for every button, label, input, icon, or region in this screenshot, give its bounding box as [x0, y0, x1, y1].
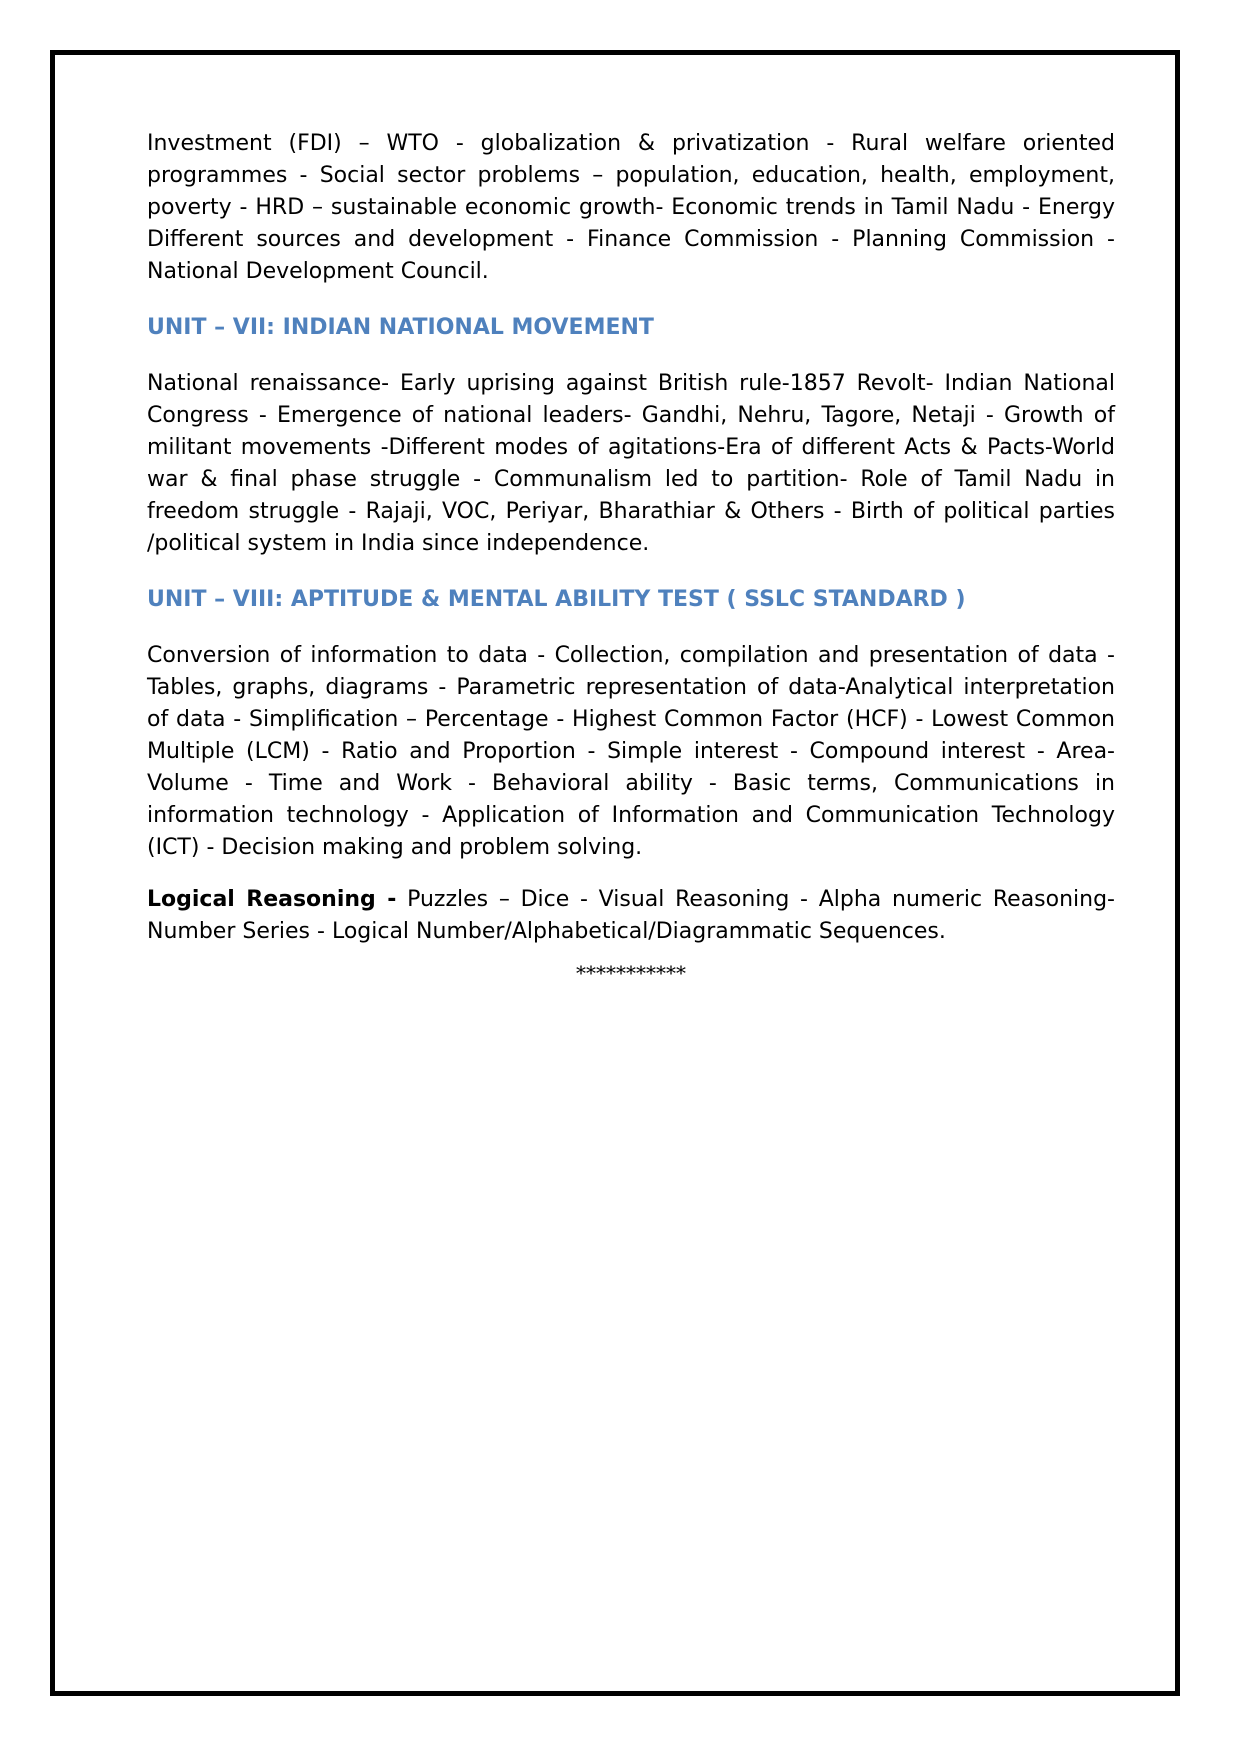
unit-7-heading: UNIT – VII: INDIAN NATIONAL MOVEMENT	[147, 315, 654, 340]
logical-reasoning-body: Puzzles – Dice - Visual Reasoning - Alpha numeric Reasoning- Number Series - Logical Number/Alphabetical/Diagrammatic Sequences.	[147, 887, 1115, 944]
document-content	[147, 128, 1115, 988]
logical-reasoning-paragraph	[147, 884, 1115, 948]
unit-8-heading: UNIT – VIII: APTITUDE & MENTAL ABILITY TEST ( SSLC STANDARD )	[147, 587, 966, 612]
intro-paragraph: Investment (FDI) – WTO - globalization & privatization - Rural welfare oriented programmes - Social sector problems – population, education, health, employment, poverty - HRD – sustainable economic growth- Economic trends in Tamil Nadu - Energy Different sources and development - Finance Commission - Planning Commission - National Development Council.	[147, 131, 1115, 284]
unit-8-body: Conversion of information to data - Collection, compilation and presentation of data - Tables, graphs, diagrams - Parametric representation of data-Analytical interpretation of data - Simplification – Percentage - Highest Common Factor (HCF) - Lowest Common Multiple (LCM) - Ratio and Proportion - Simple interest - Compound interest - Area-Volume - Time and Work - Behavioral ability - Basic terms, Communications in information technology - Application of Information and Communication Technology (ICT) - Decision making and problem solving.	[147, 643, 1115, 860]
end-marker: ***********	[576, 961, 686, 985]
logical-reasoning-label: Logical Reasoning -	[147, 887, 397, 912]
unit-7-body: National renaissance- Early uprising against British rule-1857 Revolt- Indian National Congress - Emergence of national leaders- Gandhi, Nehru, Tagore, Netaji - Growth of militant movements -Different modes of agitations-Era of different Acts & Pacts-World war & final phase struggle - Communalism led to partition- Role of Tamil Nadu in freedom struggle - Rajaji, VOC, Periyar, Bharathiar & Others - Birth of political parties /political system in India since independence.	[147, 371, 1115, 556]
